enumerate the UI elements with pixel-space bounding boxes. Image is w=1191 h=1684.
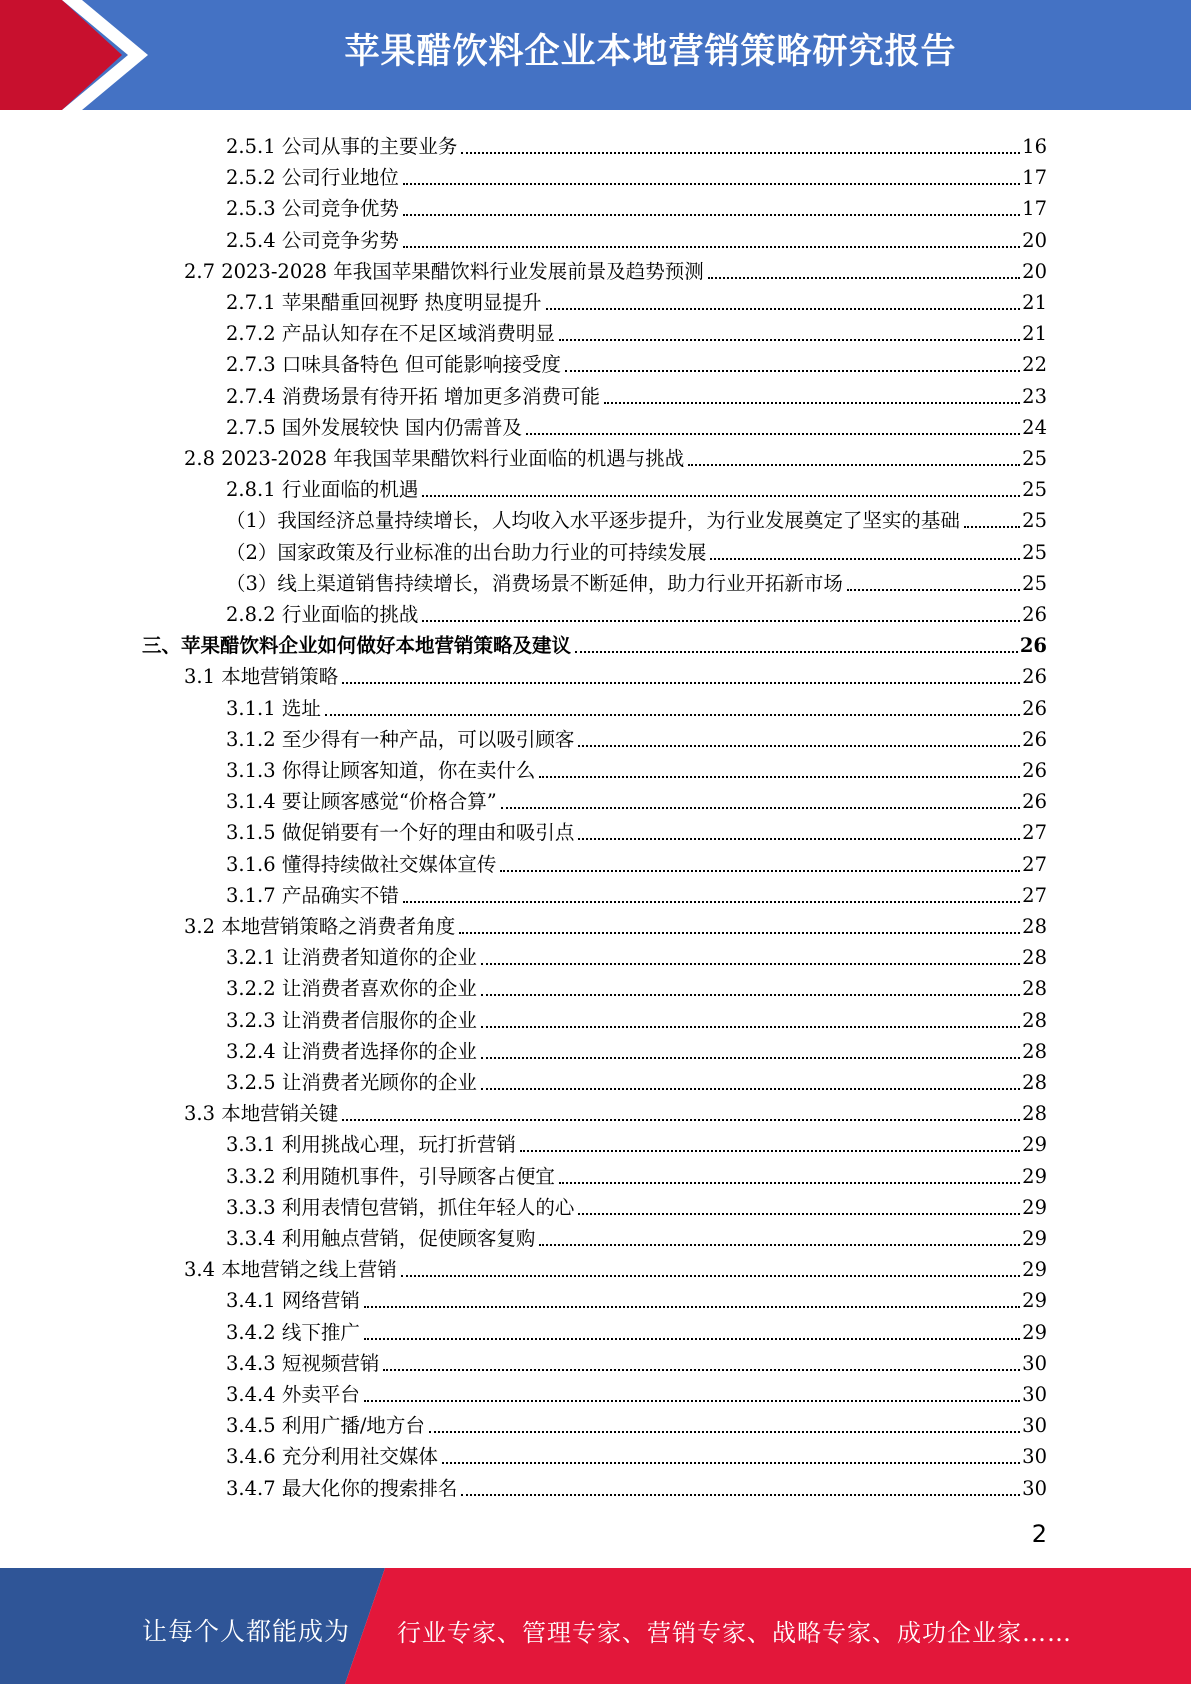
- toc-entry-page: 26: [1022, 603, 1047, 626]
- toc-entry[interactable]: [226, 284, 1047, 315]
- toc-leader-dots: [526, 433, 1020, 435]
- toc-entry-page: 16: [1022, 135, 1047, 158]
- toc-leader-dots: [520, 1150, 1020, 1152]
- toc-leader-dots: [459, 932, 1020, 934]
- toc-entry-page: 26: [1022, 696, 1047, 720]
- toc-entry-page: 28: [1022, 1039, 1047, 1063]
- toc-entry-title: 2.8 2023-2028 年我国苹果醋饮料行业面临的机遇与挑战: [184, 447, 685, 470]
- toc-entry-page: 29: [1022, 1195, 1047, 1219]
- toc-leader-dots: [964, 526, 1020, 528]
- toc-entry[interactable]: [184, 440, 1047, 471]
- toc-entry-page: 29: [1022, 1227, 1047, 1250]
- toc-entry-page: 26: [1022, 790, 1047, 814]
- toc-entry-title: （2）国家政策及行业标准的出台助力行业的可持续发展: [226, 540, 707, 564]
- toc-entry-title: 3.2.1 让消费者知道你的企业: [226, 946, 477, 970]
- toc-entry-title: 2.7 2023-2028 年我国苹果醋饮料行业发展前景及趋势预测: [184, 259, 704, 283]
- toc-entry-page: 28: [1022, 946, 1047, 970]
- toc-entry-page: 30: [1022, 1351, 1047, 1375]
- toc-entry-page: 29: [1022, 1258, 1047, 1282]
- toc-entry-title: 3.3.2 利用随机事件，引导顾客占便宜: [226, 1164, 555, 1188]
- toc-entry[interactable]: [226, 690, 1047, 721]
- toc-entry[interactable]: [226, 596, 1047, 627]
- toc-entry-page: 17: [1022, 197, 1047, 221]
- toc-leader-dots: [708, 277, 1020, 279]
- toc-entry-page: 26: [1019, 634, 1047, 658]
- report-title: 苹果醋饮料企业本地营销策略研究报告: [344, 32, 957, 72]
- toc-leader-dots: [500, 870, 1020, 872]
- toc-entry-title: 2.7.5 国外发展较快 国内仍需普及: [226, 415, 523, 439]
- toc-leader-dots: [565, 370, 1020, 372]
- toc-entry-title: 3.4.7 最大化你的搜索排名: [226, 1476, 458, 1500]
- toc-leader-dots: [364, 1306, 1020, 1308]
- toc-entry-title: 3.1.2 至少得有一种产品，可以吸引顾客: [226, 727, 575, 751]
- toc-leader-dots: [481, 963, 1020, 965]
- toc-leader-dots: [546, 308, 1021, 310]
- toc-entry[interactable]: [226, 502, 1047, 533]
- toc-entry[interactable]: [226, 1158, 1047, 1189]
- toc-leader-dots: [364, 1400, 1020, 1402]
- toc-entry-title: 3.4.4 外卖平台: [226, 1383, 360, 1406]
- toc-entry-page: 28: [1022, 915, 1047, 938]
- toc-leader-dots: [501, 807, 1020, 809]
- toc-leader-dots: [578, 745, 1020, 747]
- toc-entry[interactable]: [226, 783, 1047, 814]
- toc-entry[interactable]: [184, 1095, 1047, 1126]
- toc-entry-title: 2.5.4 公司竞争劣势: [226, 228, 399, 252]
- toc-entry[interactable]: [226, 1345, 1047, 1376]
- toc-entry-title: 3.3 本地营销关键: [184, 1102, 339, 1126]
- page-footer: [0, 1568, 1191, 1684]
- toc-entry[interactable]: [226, 128, 1047, 159]
- toc-entry-page: 26: [1022, 727, 1047, 751]
- toc-entry-page: 28: [1022, 1071, 1047, 1094]
- toc-entry-title: 2.7.2 产品认知存在不足区域消费明显: [226, 322, 555, 346]
- toc-leader-dots: [461, 1494, 1020, 1496]
- toc-entry[interactable]: [226, 877, 1047, 908]
- toc-entry-title: 2.8.1 行业面临的机遇: [226, 478, 419, 502]
- toc-entry[interactable]: [226, 1470, 1047, 1501]
- toc-entry[interactable]: [226, 1033, 1047, 1064]
- toc-leader-dots: [429, 1431, 1020, 1433]
- toc-entry[interactable]: [226, 721, 1047, 752]
- page-number: 2: [1031, 1520, 1047, 1548]
- toc-entry-title: 3.4.1 网络营销: [226, 1289, 360, 1313]
- toc-entry-title: 2.5.1 公司从事的主要业务: [226, 135, 458, 158]
- toc-leader-dots: [847, 589, 1020, 591]
- toc-entry[interactable]: [226, 1064, 1047, 1095]
- toc-entry-title: 3.2.2 让消费者喜欢你的企业: [226, 977, 477, 1001]
- toc-entry[interactable]: [226, 315, 1047, 346]
- toc-leader-dots: [578, 1213, 1020, 1215]
- toc-entry-title: 3.2.3 让消费者信服你的企业: [226, 1008, 477, 1032]
- toc-entry[interactable]: [226, 1438, 1047, 1469]
- toc-entry-title: 3.1.3 你得让顾客知道，你在卖什么: [226, 759, 536, 782]
- toc-leader-dots: [539, 1244, 1020, 1246]
- toc-entry-page: 25: [1022, 571, 1047, 595]
- toc-entry[interactable]: [226, 1314, 1047, 1345]
- toc-leader-dots: [578, 838, 1020, 840]
- toc-entry-page: 30: [1022, 1383, 1047, 1406]
- toc-entry-title: 3.1.7 产品确实不错: [226, 883, 399, 907]
- toc-entry[interactable]: [226, 409, 1047, 440]
- toc-entry-page: 30: [1022, 1414, 1047, 1438]
- toc-entry-title: 3.2.4 让消费者选择你的企业: [226, 1039, 477, 1063]
- toc-entry-title: 3.3.4 利用触点营销，促使顾客复购: [226, 1227, 536, 1250]
- toc-entry-title: 3.4.6 充分利用社交媒体: [226, 1445, 438, 1469]
- toc-leader-dots: [559, 1182, 1020, 1184]
- toc-entry-page: 27: [1022, 883, 1047, 907]
- toc-entry[interactable]: [226, 1376, 1047, 1407]
- toc-entry-title: 3.4.5 利用广播/地方台: [226, 1414, 425, 1438]
- toc-entry-page: 21: [1022, 322, 1047, 346]
- toc-entry-title: 2.5.2 公司行业地位: [226, 166, 399, 190]
- toc-entry[interactable]: [226, 1126, 1047, 1157]
- toc-leader-dots: [422, 495, 1020, 497]
- toc-entry-page: 20: [1022, 228, 1047, 252]
- page-header: [0, 0, 1191, 110]
- toc-leader-dots: [403, 183, 1020, 185]
- toc-leader-dots: [401, 1275, 1020, 1277]
- toc-entry-page: 28: [1022, 1102, 1047, 1126]
- toc-entry-title: （1）我国经济总量持续增长，人均收入水平逐步提升，为行业发展奠定了坚实的基础: [226, 509, 960, 533]
- toc-entry[interactable]: [226, 534, 1047, 565]
- toc-leader-dots: [442, 1462, 1020, 1464]
- toc-leader-dots: [604, 402, 1020, 404]
- toc-entry[interactable]: [226, 970, 1047, 1001]
- toc-leader-dots: [403, 214, 1020, 216]
- toc-entry-title: 3.1.1 选址: [226, 696, 321, 720]
- toc-entry-title: 3.4.3 短视频营销: [226, 1351, 380, 1375]
- toc-leader-dots: [481, 1026, 1020, 1028]
- toc-entry-page: 25: [1022, 447, 1047, 470]
- toc-entry-page: 29: [1022, 1164, 1047, 1188]
- toc-entry-page: 27: [1022, 821, 1047, 845]
- toc-entry-page: 30: [1022, 1476, 1047, 1500]
- toc-entry[interactable]: [184, 908, 1047, 939]
- toc-leader-dots: [481, 1088, 1020, 1090]
- toc-entry-title: 3.1.6 懂得持续做社交媒体宣传: [226, 852, 497, 876]
- toc-leader-dots: [403, 901, 1020, 903]
- toc-entry-page: 21: [1022, 291, 1047, 314]
- toc-leader-dots: [342, 1119, 1020, 1121]
- toc-leader-dots: [575, 651, 1018, 653]
- toc-entry-title: 3.1.4 要让顾客感觉“价格合算”: [226, 790, 497, 814]
- toc-leader-dots: [422, 620, 1020, 622]
- toc-leader-dots: [403, 246, 1020, 248]
- toc-entry[interactable]: [142, 627, 1047, 658]
- toc-entry[interactable]: [184, 1251, 1047, 1282]
- toc-entry-title: 2.5.3 公司竞争优势: [226, 197, 399, 221]
- footer-slogan: 让每个人都能成为: [142, 1617, 351, 1646]
- toc-entry[interactable]: [226, 222, 1047, 253]
- toc-leader-dots: [325, 714, 1020, 716]
- toc-entry-page: 24: [1022, 415, 1047, 439]
- toc-entry[interactable]: [226, 752, 1047, 783]
- toc-entry[interactable]: [226, 1189, 1047, 1220]
- toc-entry[interactable]: [226, 1220, 1047, 1251]
- footer-roles: 行业专家、管理专家、营销专家、战略专家、成功企业家……: [397, 1619, 1072, 1647]
- toc-entry-page: 29: [1022, 1289, 1047, 1313]
- toc-entry-page: 28: [1022, 977, 1047, 1001]
- toc-entry-page: 30: [1022, 1445, 1047, 1469]
- toc-entry-title: 3.4 本地营销之线上营销: [184, 1258, 397, 1282]
- toc-entry[interactable]: [226, 939, 1047, 970]
- toc-entry-title: 2.7.4 消费场景有待开拓 增加更多消费可能: [226, 384, 601, 408]
- toc-entry-page: 25: [1022, 540, 1047, 564]
- toc-leader-dots: [688, 464, 1020, 466]
- toc-leader-dots: [461, 152, 1020, 154]
- toc-leader-dots: [481, 994, 1020, 996]
- toc-entry[interactable]: [184, 253, 1047, 284]
- toc-entry[interactable]: [226, 346, 1047, 377]
- toc-entry[interactable]: [226, 565, 1047, 596]
- toc-entry-title: 3.3.1 利用挑战心理，玩打折营销: [226, 1133, 516, 1157]
- toc-entry[interactable]: [226, 814, 1047, 845]
- toc-entry[interactable]: [226, 1282, 1047, 1313]
- toc-entry[interactable]: [226, 846, 1047, 877]
- toc-entry-page: 22: [1022, 353, 1047, 377]
- toc-entry[interactable]: [226, 471, 1047, 502]
- toc-leader-dots: [710, 558, 1020, 560]
- toc-entry-page: 27: [1022, 852, 1047, 876]
- toc-entry-title: 3.1 本地营销策略: [184, 665, 339, 689]
- toc-entry-page: 23: [1022, 384, 1047, 408]
- toc-entry[interactable]: [226, 190, 1047, 221]
- toc-entry[interactable]: [184, 658, 1047, 689]
- toc-entry-title: 2.7.1 苹果醋重回视野 热度明显提升: [226, 291, 542, 314]
- toc-entry-page: 25: [1022, 478, 1047, 502]
- toc-entry-page: 17: [1022, 166, 1047, 190]
- toc-leader-dots: [559, 339, 1020, 341]
- toc-leader-dots: [383, 1369, 1020, 1371]
- toc-entry-page: 28: [1022, 1008, 1047, 1032]
- toc-entry-title: 3.2 本地营销策略之消费者角度: [184, 915, 456, 938]
- toc-entry[interactable]: [226, 159, 1047, 190]
- toc-entry-page: 29: [1022, 1133, 1047, 1157]
- toc-entry[interactable]: [226, 378, 1047, 409]
- toc-entry-title: 三、苹果醋饮料企业如何做好本地营销策略及建议: [142, 634, 572, 658]
- toc-leader-dots: [481, 1057, 1020, 1059]
- toc-leader-dots: [364, 1338, 1020, 1340]
- toc-entry-title: 3.2.5 让消费者光顾你的企业: [226, 1071, 477, 1094]
- toc-entry-title: 3.4.2 线下推广: [226, 1320, 360, 1344]
- toc-entry-page: 20: [1022, 259, 1047, 283]
- toc-entry-page: 26: [1022, 759, 1047, 782]
- toc-entry-title: 3.3.3 利用表情包营销，抓住年轻人的心: [226, 1195, 575, 1219]
- toc-entry-title: 2.8.2 行业面临的挑战: [226, 603, 419, 626]
- toc-leader-dots: [539, 776, 1020, 778]
- toc-entry-page: 29: [1022, 1320, 1047, 1344]
- toc-entry-title: （3）线上渠道销售持续增长，消费场景不断延伸，助力行业开拓新市场: [226, 571, 843, 595]
- toc-leader-dots: [342, 682, 1020, 684]
- toc-entry-page: 25: [1022, 509, 1047, 533]
- toc-entry-title: 3.1.5 做促销要有一个好的理由和吸引点: [226, 821, 575, 845]
- toc-entry[interactable]: [226, 1002, 1047, 1033]
- toc-entry-page: 26: [1022, 665, 1047, 689]
- toc-entry-title: 2.7.3 口味具备特色 但可能影响接受度: [226, 353, 562, 377]
- toc-entry[interactable]: [226, 1407, 1047, 1438]
